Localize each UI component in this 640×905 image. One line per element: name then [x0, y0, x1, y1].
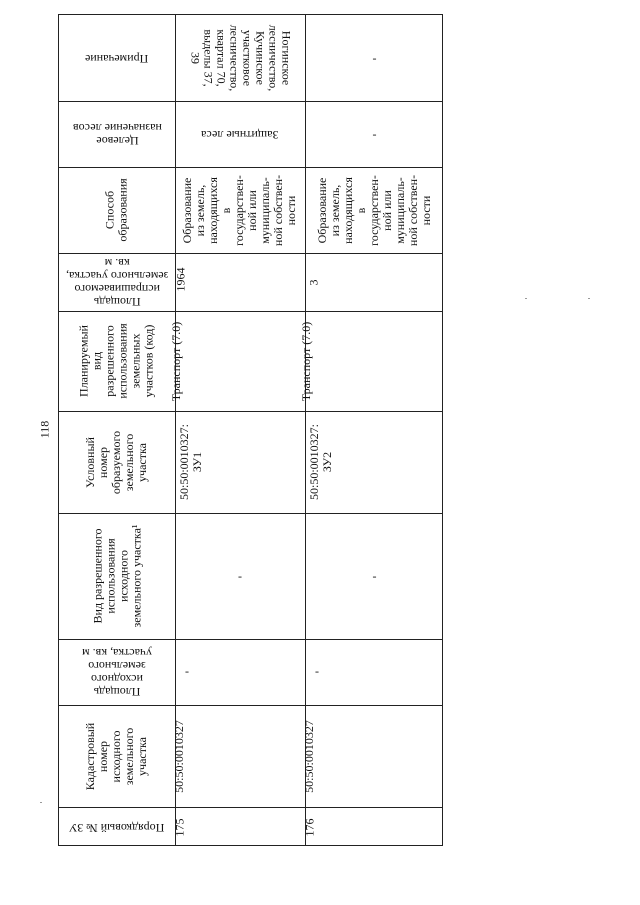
- land-plots-table: [58, 14, 443, 846]
- row-176-area-requested-text: 3: [306, 279, 321, 285]
- header-forest-purpose-text: Целевое назначение лесов: [72, 121, 162, 148]
- header-source-use: [59, 513, 175, 639]
- row-176-source-area: [305, 639, 444, 705]
- row-176-forest-purpose: [305, 101, 444, 167]
- row-175-planned-use: [169, 311, 305, 411]
- scan-speck: [40, 802, 42, 803]
- page-number: 118: [37, 420, 52, 439]
- header-planned-use-text: Планируемый вид разрешенного использования земельных участков (код): [77, 323, 156, 399]
- row-176-method: [305, 167, 444, 253]
- header-note: [59, 15, 175, 101]
- header-cadastral-text: Кадастровый номер исходного земельного участка: [83, 722, 150, 790]
- row-175-note-text: Ногинское лесничество, Кучинское участковое лесничество, квартал 70, выделы 37, 39: [187, 24, 293, 92]
- header-note-text: Примечание: [85, 51, 149, 66]
- row-175-planned-use-text: Транспорт (7.0): [169, 321, 184, 401]
- row-176-source-use-text: -: [372, 568, 377, 583]
- header-index-text: Порядковый № ЗУ: [69, 820, 165, 835]
- row-176-conditional-number-text: 50:50:0010327: ЗУ2: [307, 423, 335, 501]
- header-forest-purpose: [59, 101, 175, 167]
- row-175-method: [175, 167, 305, 253]
- row-175-forest-purpose-text: Защитные леса: [201, 127, 279, 142]
- header-method-text: Способ образования: [103, 178, 130, 242]
- row-176-index-text: 176: [302, 818, 317, 836]
- header-conditional-number: [59, 411, 175, 513]
- row-176-note: [305, 15, 444, 101]
- row-175-conditional-number-text: 50:50:0010327: ЗУ1: [177, 423, 205, 501]
- row-175-source-use-text: -: [238, 568, 242, 583]
- row-175-source-use: [175, 513, 305, 639]
- header-area-requested: [59, 253, 175, 311]
- row-176-cadastral-text: 50:50:0010327: [301, 719, 316, 793]
- row-176-source-area-text: -: [315, 664, 319, 678]
- row-176-source-use: [305, 513, 444, 639]
- header-source-area: [59, 639, 175, 705]
- row-176-note-text: -: [372, 50, 377, 65]
- header-conditional-number-text: Условный номер образуемого земельного участка: [83, 430, 150, 494]
- row-175-note: [175, 15, 305, 101]
- row-175-method-text: Образование из земель, находящихся в государствен- ной или муниципаль- ной собствен- ности: [180, 174, 299, 246]
- row-176-planned-use: [299, 311, 444, 411]
- header-index: [59, 807, 175, 847]
- header-cadastral: [59, 705, 175, 807]
- row-176-method-text: Образование из земель, находящихся в государствен- ной или муниципаль- ной собствен- ности: [315, 174, 433, 246]
- row-176-cadastral: [301, 705, 444, 807]
- scan-speck: [525, 298, 527, 299]
- row-175-forest-purpose: [175, 101, 305, 167]
- header-area-requested-text: Площадь испрашиваемого земельного участка, кв. м: [65, 256, 169, 309]
- row-176-index: [302, 807, 444, 847]
- row-175-source-area-text: -: [185, 664, 189, 678]
- row-175-conditional-number: [175, 411, 305, 513]
- row-175-index-text: 175: [172, 818, 187, 836]
- row-175-source-area: [175, 639, 305, 705]
- header-method: [59, 167, 175, 253]
- header-source-use-text: Вид разрешенного использования исходного земельного участка¹: [90, 524, 143, 628]
- header-source-area-text: Площадь исходного земельного участка, кв. м: [82, 646, 152, 699]
- row-176-conditional-number: [305, 411, 444, 513]
- row-175-cadastral: [171, 705, 305, 807]
- row-175-area-requested: [175, 253, 305, 311]
- header-planned-use: [59, 311, 175, 411]
- row-175-index: [172, 807, 305, 847]
- row-176-area-requested: [305, 253, 444, 311]
- row-175-area-requested-text: 1964: [173, 267, 188, 292]
- scan-speck: [588, 298, 590, 299]
- row-175-cadastral-text: 50:50:0010327: [171, 719, 186, 793]
- row-176-forest-purpose-text: -: [372, 126, 377, 141]
- row-176-planned-use-text: Транспорт (7.0): [299, 321, 314, 401]
